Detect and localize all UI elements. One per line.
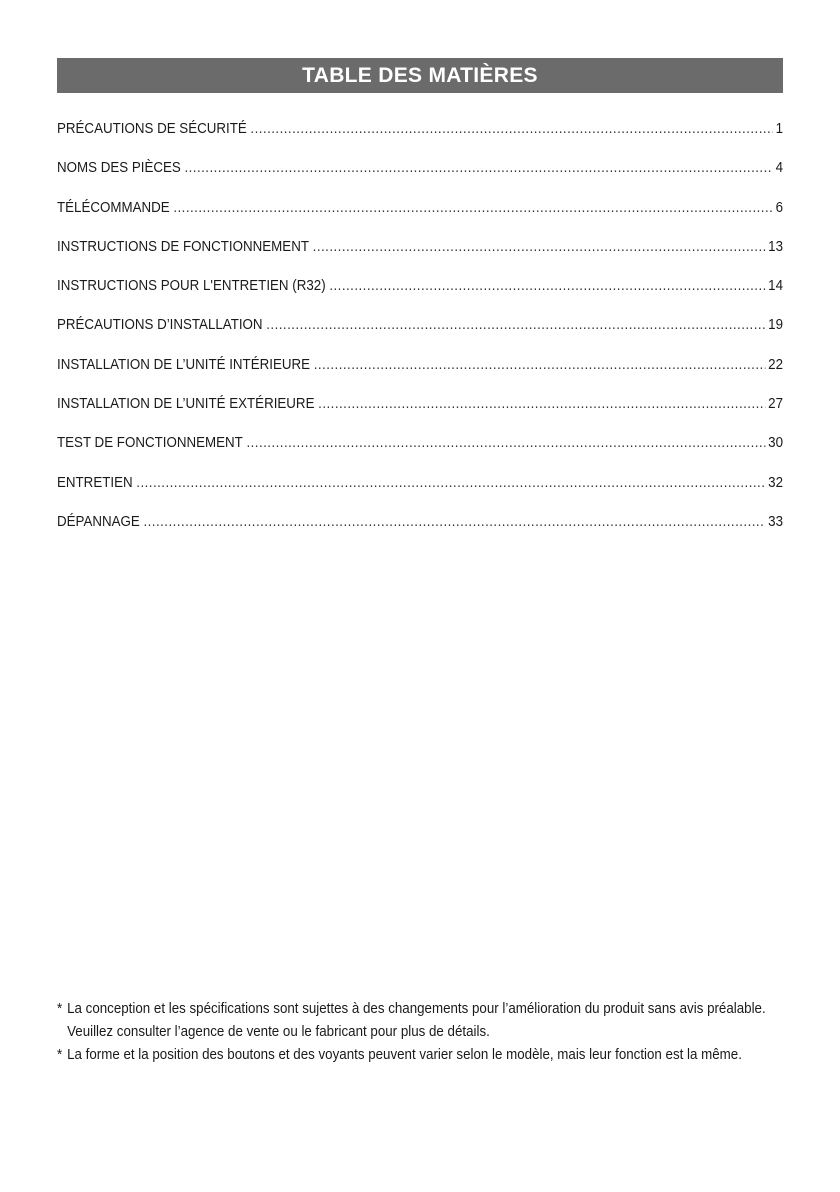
asterisk-bullet: * [57,1047,63,1063]
toc-dot-leader [184,157,772,179]
toc-dot-leader [313,236,766,258]
toc-entry-page: 4 [775,160,784,177]
asterisk-bullet: * [57,1001,63,1017]
table-of-contents [57,118,783,550]
toc-entry-label: TEST DE FONCTIONNEMENT [57,435,243,452]
toc-entry[interactable] [57,157,783,196]
footnote [57,998,787,1044]
toc-entry-page: 14 [768,278,784,295]
toc-dot-leader [173,197,772,219]
toc-dot-leader [250,118,772,140]
toc-dot-leader [314,354,766,376]
toc-entry-page: 33 [768,513,784,530]
toc-entry-label: INSTALLATION DE L’UNITÉ EXTÉRIEURE [57,396,315,413]
toc-entry-page: 27 [768,396,784,413]
toc-entry[interactable] [57,511,783,550]
toc-entry-label: DÉPANNAGE [57,513,140,530]
toc-dot-leader [136,472,765,494]
toc-entry[interactable] [57,275,783,314]
toc-entry-page: 19 [768,317,784,334]
toc-dot-leader [143,511,765,533]
toc-entry[interactable] [57,118,783,157]
toc-entry-page: 13 [768,238,784,255]
toc-entry-label: NOMS DES PIÈCES [57,160,181,177]
toc-entry-label: TÉLÉCOMMANDE [57,199,170,216]
toc-entry[interactable] [57,472,783,511]
toc-entry-label: PRÉCAUTIONS DE SÉCURITÉ [57,121,247,137]
toc-entry-page: 22 [768,356,784,373]
page-title: TABLE DES MATIÈRES [302,63,538,87]
toc-entry-page: 1 [775,121,784,137]
footnote-text: La conception et les spécifications sont sujettes à des changements pour l’amélioration du produit sans avis préalable. Veuillez consulter l’agence de vente ou le fabricant pour plus de détails. [67,1001,766,1040]
title-bar [57,58,783,93]
toc-dot-leader [246,432,765,454]
toc-entry[interactable] [57,354,783,393]
toc-entry-label: INSTALLATION DE L’UNITÉ INTÉRIEURE [57,356,311,373]
toc-dot-leader [329,275,765,297]
toc-entry-label: PRÉCAUTIONS D’INSTALLATION [57,317,263,334]
toc-entry[interactable] [57,314,783,353]
toc-entry-label: INSTRUCTIONS DE FONCTIONNEMENT [57,238,309,255]
footnote-text: La forme et la position des boutons et des voyants peuvent varier selon le modèle, mais leur fonction est la même. [67,1047,742,1063]
toc-entry-label: ENTRETIEN [57,474,133,491]
toc-entry[interactable] [57,393,783,432]
toc-entry-page: 32 [768,474,784,491]
toc-entry[interactable] [57,197,783,236]
footnote [57,1044,787,1067]
toc-dot-leader [266,314,765,336]
toc-entry-page: 6 [775,199,784,216]
footnotes [57,998,787,1067]
toc-entry[interactable] [57,432,783,471]
toc-entry-page: 30 [768,435,784,452]
toc-dot-leader [318,393,765,415]
toc-entry-label: INSTRUCTIONS POUR L'ENTRETIEN (R32) [57,278,326,295]
toc-entry[interactable] [57,236,783,275]
